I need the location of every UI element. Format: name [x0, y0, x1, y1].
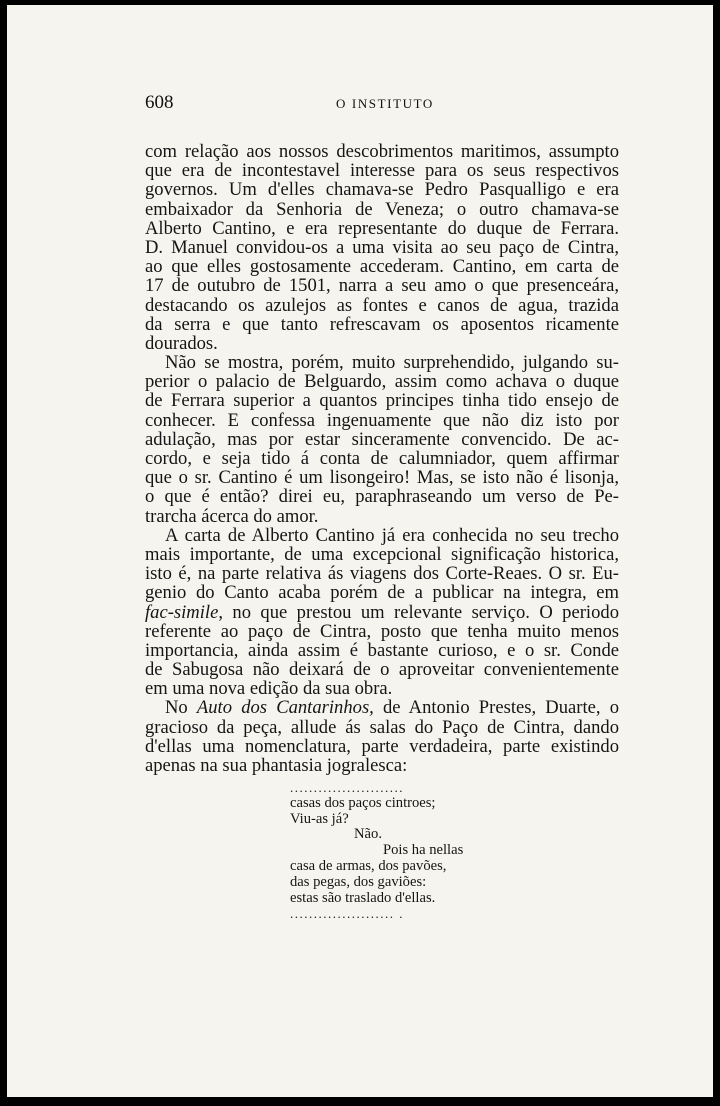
text-line: A carta de Alberto Cantino já era conhecida no seu trecho: [165, 524, 619, 546]
text-segment: de Antonio Prestes, Duarte, o: [373, 697, 619, 719]
text-line: [145, 603, 619, 622]
text-line: genio do Canto acaba porém de a publicar na integra, em: [145, 582, 619, 604]
ellipsis-line: ........................: [290, 780, 404, 795]
text-line: da serra e que tanto refrescavam os aposentos ricamente: [145, 313, 619, 335]
text-line: Não se mostra, porém, muito surprehendido, julgando su-: [165, 352, 619, 374]
text-line: isto é, na parte relativa ás viagens dos Corte-Reaes. O sr. Eu-: [145, 563, 619, 585]
text-line: apenas na sua phantasia jogralesca:: [145, 755, 408, 776]
italic-term: fac-simile: [145, 601, 219, 623]
verse-line: Não.: [354, 826, 382, 843]
text-line: Alberto Cantino, e era representante do duque de Ferrara.: [145, 217, 619, 239]
verse-quotation: [290, 780, 480, 922]
text-segment: No: [165, 697, 197, 719]
text-line: de Ferrara superior a quantos principes tinha tido ensejo de: [145, 390, 619, 412]
text-line: que era de incontestavel interesse para os seus respectivos: [145, 160, 619, 182]
text-segment: , no que prestou um relevante serviço. O periodo: [218, 601, 619, 623]
text-line: embaixador da Senhoria de Veneza; o outro chamava-se: [145, 198, 619, 220]
text-line: importancia, ainda assim é bastante curioso, e o sr. Conde: [145, 639, 619, 661]
text-line: ao que elles gostosamente accederam. Cantino, em carta de: [145, 256, 619, 278]
text-line: [145, 698, 619, 717]
text-line: mais importante, de uma excepcional significação historica,: [145, 543, 619, 565]
text-line: destacando os azulejos as fontes e canos de agua, trazida: [145, 294, 619, 316]
text-line: com relação aos nossos descobrimentos maritimos, assumpto: [145, 141, 619, 162]
text-line: o que é então? direi eu, paraphraseando um verso de Pe-: [145, 486, 619, 508]
text-line: cordo, e seja tido á conta de calumniador, quem affirmar: [145, 448, 619, 469]
text-line: governos. Um d'elles chamava-se Pedro Pasqualligo e era: [145, 179, 619, 201]
text-line: D. Manuel convidou-os a uma visita ao seu paço de Cintra,: [145, 236, 619, 258]
text-line: d'ellas uma nomenclatura, parte verdadeira, parte existindo: [145, 735, 619, 757]
verse-line: casa de armas, dos pavões,: [290, 857, 447, 874]
verse-line: Pois ha nellas: [383, 842, 464, 859]
text-line: referente ao paço de Cintra, posto que tenha muito menos: [145, 620, 619, 642]
text-line: de Sabugosa não deixará de o aproveitar convenientemente: [145, 659, 619, 681]
italic-title: Auto dos Cantarinhos,: [196, 697, 374, 719]
body-text: [145, 142, 619, 775]
page-header: [145, 92, 625, 116]
text-line: dourados.: [145, 332, 218, 354]
text-line: conhecer. E confessa ingenuamente que não diz isto por: [145, 409, 619, 431]
verse-line: estas são traslado d'ellas.: [290, 889, 436, 906]
text-line: em uma nova edição da sua obra.: [145, 678, 393, 700]
text-line: trarcha ácerca do amor.: [145, 505, 319, 527]
text-line: gracioso da peça, allude ás salas do Paço de Cintra, dando: [145, 716, 619, 738]
page-number: 608: [145, 92, 174, 113]
text-line: que o sr. Cantino é um lisongeiro! Mas, se isto não é lisonja,: [145, 467, 619, 489]
text-line: perior o palacio de Belguardo, assim como achava o duque: [145, 371, 619, 393]
text-line: 17 de outubro de 1501, narra a seu amo o que presenceára,: [145, 275, 619, 297]
verse-line: casas dos paços cintroes;: [290, 794, 436, 811]
ellipsis-line: ...................... .: [290, 906, 404, 922]
running-title: O INSTITUTO: [336, 96, 434, 111]
verse-line: das pegas, dos gaviões:: [290, 873, 427, 890]
verse-line: Viu-as já?: [290, 810, 349, 827]
text-line: adulação, mas por estar sinceramente convencido. De ac-: [145, 428, 619, 450]
